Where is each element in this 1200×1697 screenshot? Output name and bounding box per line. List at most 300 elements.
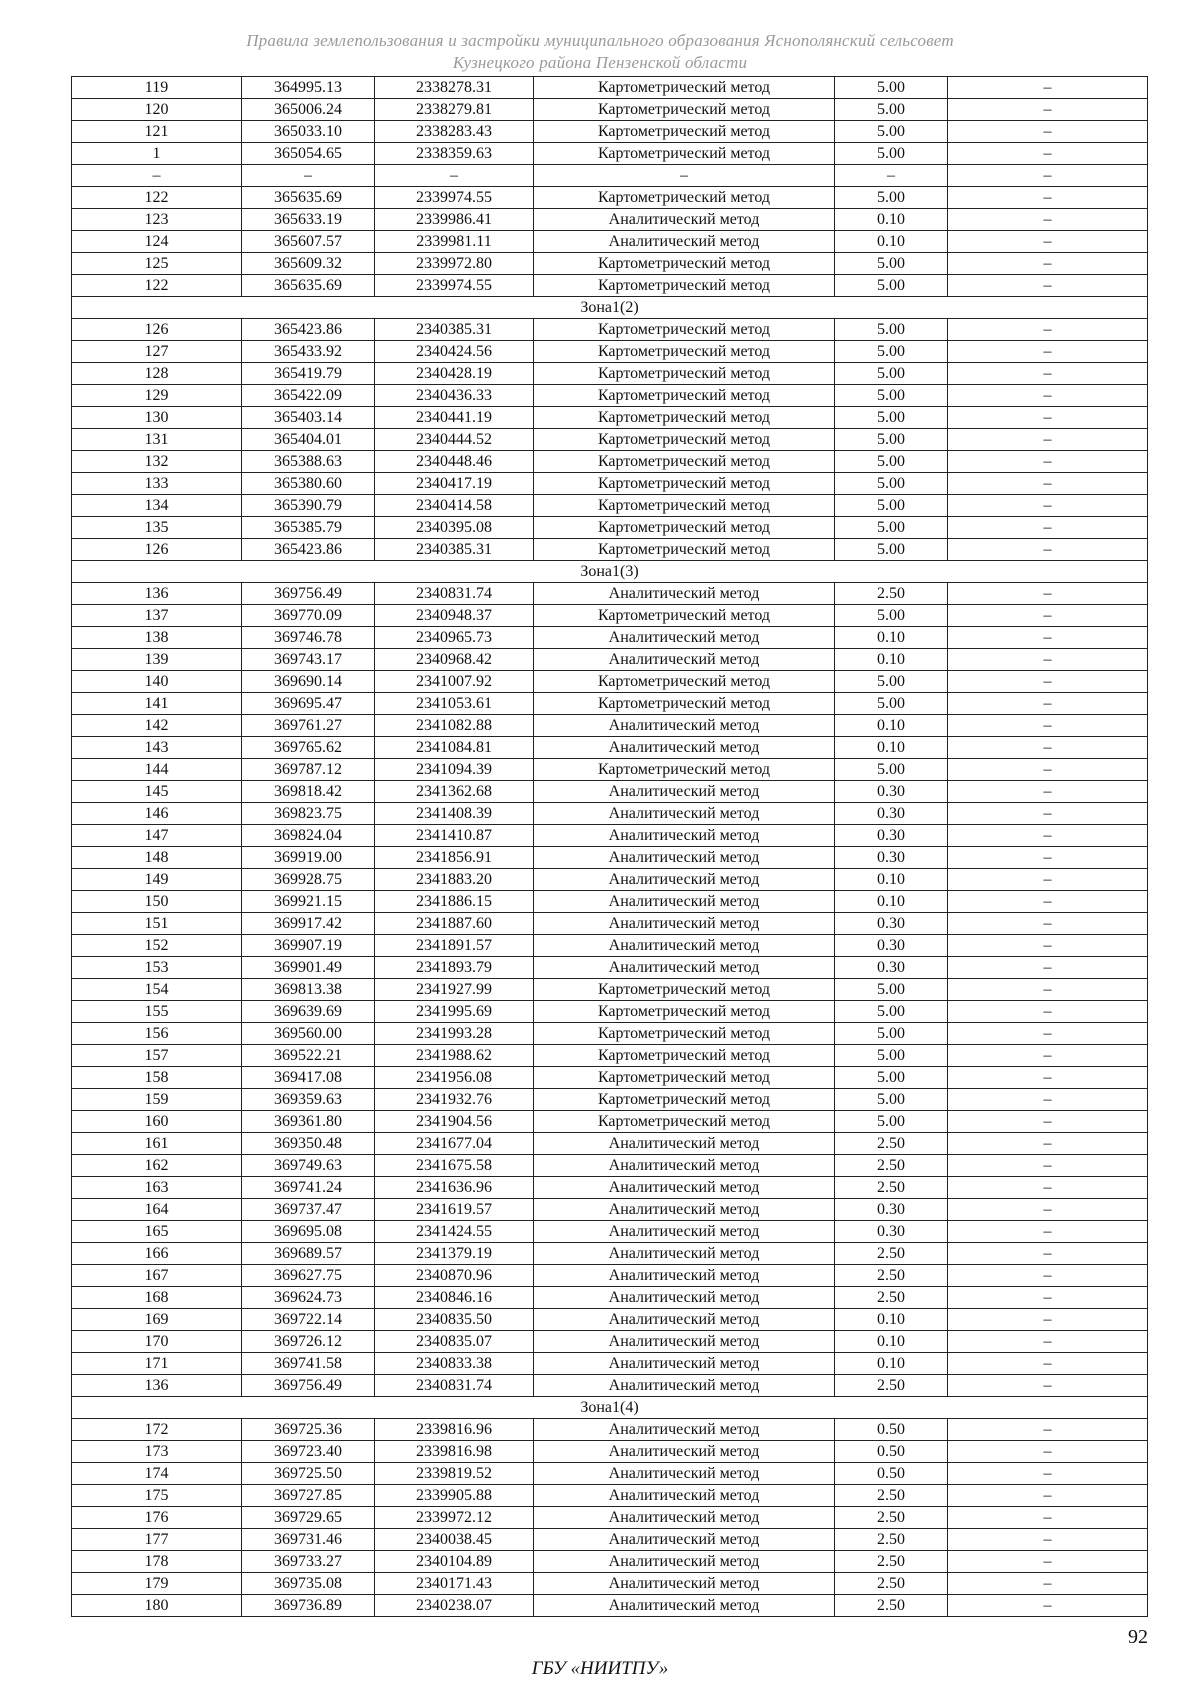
y-coordinate-cell: 2341424.55 [375, 1221, 534, 1243]
note-cell: – [948, 1485, 1148, 1507]
method-cell: Аналитический метод [534, 1507, 835, 1529]
method-cell: Картометрический метод [534, 319, 835, 341]
y-coordinate-cell: 2341883.20 [375, 869, 534, 891]
accuracy-cell: 2.50 [835, 1529, 948, 1551]
accuracy-cell: 0.30 [835, 935, 948, 957]
point-number-cell: 138 [72, 627, 242, 649]
point-number-cell: 155 [72, 1001, 242, 1023]
method-cell: Аналитический метод [534, 1133, 835, 1155]
accuracy-cell: 0.10 [835, 1309, 948, 1331]
y-coordinate-cell: 2340965.73 [375, 627, 534, 649]
y-coordinate-cell: 2341904.56 [375, 1111, 534, 1133]
method-cell: Аналитический метод [534, 1529, 835, 1551]
point-number-cell: 158 [72, 1067, 242, 1089]
y-coordinate-cell: 2340831.74 [375, 1375, 534, 1397]
y-coordinate-cell: 2341082.88 [375, 715, 534, 737]
x-coordinate-cell: 369731.46 [242, 1529, 375, 1551]
point-number-cell: 130 [72, 407, 242, 429]
point-number-cell: 156 [72, 1023, 242, 1045]
table-row [72, 1155, 1148, 1177]
page-header [120, 30, 1080, 74]
table-row [72, 605, 1148, 627]
accuracy-cell: 2.50 [835, 1177, 948, 1199]
table-row [72, 407, 1148, 429]
method-cell: Картометрический метод [534, 275, 835, 297]
method-cell: Аналитический метод [534, 649, 835, 671]
method-cell: Картометрический метод [534, 1111, 835, 1133]
point-number-cell: 175 [72, 1485, 242, 1507]
point-number-cell: 136 [72, 1375, 242, 1397]
y-coordinate-cell: 2341993.28 [375, 1023, 534, 1045]
x-coordinate-cell: 369761.27 [242, 715, 375, 737]
table-row [72, 1331, 1148, 1353]
accuracy-cell: 5.00 [835, 143, 948, 165]
header-line-2: Кузнецкого района Пензенской области [452, 53, 748, 72]
method-cell: Картометрический метод [534, 693, 835, 715]
point-number-cell: – [72, 165, 242, 187]
note-cell: – [948, 451, 1148, 473]
point-number-cell: 150 [72, 891, 242, 913]
method-cell: Аналитический метод [534, 825, 835, 847]
accuracy-cell: 2.50 [835, 583, 948, 605]
y-coordinate-cell: 2340436.33 [375, 385, 534, 407]
method-cell: Аналитический метод [534, 583, 835, 605]
y-coordinate-cell: 2341362.68 [375, 781, 534, 803]
x-coordinate-cell: 369690.14 [242, 671, 375, 693]
zone-header-row [72, 1397, 1148, 1419]
table-row [72, 781, 1148, 803]
method-cell: Картометрический метод [534, 671, 835, 693]
method-cell: Аналитический метод [534, 913, 835, 935]
y-coordinate-cell: 2339816.96 [375, 1419, 534, 1441]
note-cell: – [948, 407, 1148, 429]
note-cell: – [948, 1221, 1148, 1243]
table-row [72, 1133, 1148, 1155]
y-coordinate-cell: 2339981.11 [375, 231, 534, 253]
accuracy-cell: 0.30 [835, 825, 948, 847]
accuracy-cell: 0.10 [835, 231, 948, 253]
table-row [72, 341, 1148, 363]
note-cell: – [948, 473, 1148, 495]
table-row [72, 99, 1148, 121]
y-coordinate-cell: 2340428.19 [375, 363, 534, 385]
note-cell: – [948, 77, 1148, 99]
method-cell: Картометрический метод [534, 407, 835, 429]
accuracy-cell: 5.00 [835, 1067, 948, 1089]
note-cell: – [948, 253, 1148, 275]
table-row [72, 1375, 1148, 1397]
y-coordinate-cell: 2340441.19 [375, 407, 534, 429]
method-cell: Аналитический метод [534, 715, 835, 737]
accuracy-cell: 5.00 [835, 1111, 948, 1133]
x-coordinate-cell: 369695.47 [242, 693, 375, 715]
note-cell: – [948, 693, 1148, 715]
note-cell: – [948, 495, 1148, 517]
table-row [72, 1001, 1148, 1023]
x-coordinate-cell: 365607.57 [242, 231, 375, 253]
point-number-cell: 128 [72, 363, 242, 385]
x-coordinate-cell: 369695.08 [242, 1221, 375, 1243]
x-coordinate-cell: 369749.63 [242, 1155, 375, 1177]
header-line-1: Правила землепользования и застройки муниципального образования Яснополянский сельсовет [246, 31, 954, 50]
x-coordinate-cell: 369639.69 [242, 1001, 375, 1023]
accuracy-cell: 5.00 [835, 341, 948, 363]
note-cell: – [948, 737, 1148, 759]
y-coordinate-cell: 2341956.08 [375, 1067, 534, 1089]
table-row [72, 671, 1148, 693]
note-cell: – [948, 1463, 1148, 1485]
x-coordinate-cell: 369722.14 [242, 1309, 375, 1331]
method-cell: Аналитический метод [534, 1573, 835, 1595]
note-cell: – [948, 385, 1148, 407]
method-cell: Аналитический метод [534, 1177, 835, 1199]
x-coordinate-cell: 369729.65 [242, 1507, 375, 1529]
note-cell: – [948, 1353, 1148, 1375]
x-coordinate-cell: 365033.10 [242, 121, 375, 143]
accuracy-cell: 0.30 [835, 781, 948, 803]
accuracy-cell: 5.00 [835, 319, 948, 341]
x-coordinate-cell: 365609.32 [242, 253, 375, 275]
table-row [72, 1045, 1148, 1067]
method-cell: Картометрический метод [534, 1001, 835, 1023]
point-number-cell: 131 [72, 429, 242, 451]
point-number-cell: 141 [72, 693, 242, 715]
table-row [72, 627, 1148, 649]
y-coordinate-cell: 2341891.57 [375, 935, 534, 957]
point-number-cell: 124 [72, 231, 242, 253]
table-row [72, 935, 1148, 957]
note-cell: – [948, 913, 1148, 935]
point-number-cell: 134 [72, 495, 242, 517]
point-number-cell: 169 [72, 1309, 242, 1331]
table-row [72, 253, 1148, 275]
table-row [72, 165, 1148, 187]
table-row [72, 1507, 1148, 1529]
point-number-cell: 159 [72, 1089, 242, 1111]
note-cell: – [948, 1441, 1148, 1463]
point-number-cell: 163 [72, 1177, 242, 1199]
y-coordinate-cell: 2341410.87 [375, 825, 534, 847]
x-coordinate-cell: 365422.09 [242, 385, 375, 407]
x-coordinate-cell: 369919.00 [242, 847, 375, 869]
note-cell: – [948, 1595, 1148, 1617]
accuracy-cell: 0.50 [835, 1419, 948, 1441]
x-coordinate-cell: 369741.24 [242, 1177, 375, 1199]
table-row [72, 693, 1148, 715]
x-coordinate-cell: 369741.58 [242, 1353, 375, 1375]
method-cell: Аналитический метод [534, 1155, 835, 1177]
point-number-cell: 144 [72, 759, 242, 781]
accuracy-cell: 5.00 [835, 1089, 948, 1111]
point-number-cell: 121 [72, 121, 242, 143]
note-cell: – [948, 671, 1148, 693]
note-cell: – [948, 825, 1148, 847]
method-cell: Картометрический метод [534, 759, 835, 781]
point-number-cell: 137 [72, 605, 242, 627]
x-coordinate-cell: 365423.86 [242, 539, 375, 561]
y-coordinate-cell: 2339974.55 [375, 187, 534, 209]
table-row [72, 1177, 1148, 1199]
x-coordinate-cell: 369737.47 [242, 1199, 375, 1221]
note-cell: – [948, 1309, 1148, 1331]
x-coordinate-cell: 365635.69 [242, 187, 375, 209]
method-cell: Картометрический метод [534, 1089, 835, 1111]
accuracy-cell: 2.50 [835, 1573, 948, 1595]
y-coordinate-cell: 2339972.80 [375, 253, 534, 275]
note-cell: – [948, 1067, 1148, 1089]
note-cell: – [948, 957, 1148, 979]
accuracy-cell: 0.30 [835, 1199, 948, 1221]
note-cell: – [948, 275, 1148, 297]
x-coordinate-cell: 369627.75 [242, 1265, 375, 1287]
point-number-cell: 140 [72, 671, 242, 693]
y-coordinate-cell: 2340385.31 [375, 319, 534, 341]
x-coordinate-cell: 369736.89 [242, 1595, 375, 1617]
method-cell: Аналитический метод [534, 847, 835, 869]
x-coordinate-cell: 369359.63 [242, 1089, 375, 1111]
method-cell: Картометрический метод [534, 1023, 835, 1045]
accuracy-cell: 0.10 [835, 627, 948, 649]
table-row [72, 451, 1148, 473]
point-number-cell: 173 [72, 1441, 242, 1463]
point-number-cell: 166 [72, 1243, 242, 1265]
method-cell: Картометрический метод [534, 341, 835, 363]
table-row [72, 1353, 1148, 1375]
note-cell: – [948, 143, 1148, 165]
y-coordinate-cell: 2339816.98 [375, 1441, 534, 1463]
accuracy-cell: 5.00 [835, 759, 948, 781]
note-cell: – [948, 891, 1148, 913]
table-row [72, 429, 1148, 451]
table-row [72, 77, 1148, 99]
method-cell: Аналитический метод [534, 737, 835, 759]
x-coordinate-cell: 369770.09 [242, 605, 375, 627]
note-cell: – [948, 1155, 1148, 1177]
y-coordinate-cell: 2340385.31 [375, 539, 534, 561]
table-row [72, 803, 1148, 825]
note-cell: – [948, 1045, 1148, 1067]
accuracy-cell: 2.50 [835, 1265, 948, 1287]
x-coordinate-cell: 369765.62 [242, 737, 375, 759]
y-coordinate-cell: 2341007.92 [375, 671, 534, 693]
point-number-cell: 147 [72, 825, 242, 847]
point-number-cell: 132 [72, 451, 242, 473]
table-row [72, 319, 1148, 341]
x-coordinate-cell: 369725.36 [242, 1419, 375, 1441]
zone-label: Зона1(4) [72, 1397, 1148, 1419]
accuracy-cell: 5.00 [835, 99, 948, 121]
table-row [72, 1419, 1148, 1441]
y-coordinate-cell: 2339986.41 [375, 209, 534, 231]
table-row [72, 363, 1148, 385]
table-row [72, 209, 1148, 231]
x-coordinate-cell: 365388.63 [242, 451, 375, 473]
accuracy-cell: 5.00 [835, 407, 948, 429]
method-cell: Аналитический метод [534, 1441, 835, 1463]
zone-header-row [72, 297, 1148, 319]
y-coordinate-cell: – [375, 165, 534, 187]
point-number-cell: 119 [72, 77, 242, 99]
y-coordinate-cell: 2340444.52 [375, 429, 534, 451]
coordinates-table-body [72, 77, 1148, 1617]
method-cell: Картометрический метод [534, 385, 835, 407]
accuracy-cell: 2.50 [835, 1243, 948, 1265]
method-cell: Картометрический метод [534, 539, 835, 561]
note-cell: – [948, 627, 1148, 649]
table-row [72, 891, 1148, 913]
point-number-cell: 122 [72, 187, 242, 209]
accuracy-cell: 0.10 [835, 1353, 948, 1375]
method-cell: Картометрический метод [534, 253, 835, 275]
table-row [72, 1243, 1148, 1265]
footer-organization: ГБУ «НИИТПУ» [531, 1658, 669, 1679]
method-cell: Картометрический метод [534, 121, 835, 143]
note-cell: – [948, 165, 1148, 187]
note-cell: – [948, 429, 1148, 451]
note-cell: – [948, 1177, 1148, 1199]
table-row [72, 979, 1148, 1001]
accuracy-cell: 0.50 [835, 1441, 948, 1463]
x-coordinate-cell: 369361.80 [242, 1111, 375, 1133]
accuracy-cell: 2.50 [835, 1155, 948, 1177]
table-row [72, 1111, 1148, 1133]
table-row [72, 957, 1148, 979]
point-number-cell: 135 [72, 517, 242, 539]
note-cell: – [948, 1375, 1148, 1397]
method-cell: Картометрический метод [534, 1045, 835, 1067]
method-cell: Картометрический метод [534, 451, 835, 473]
method-cell: Аналитический метод [534, 891, 835, 913]
method-cell: Аналитический метод [534, 781, 835, 803]
note-cell: – [948, 1529, 1148, 1551]
y-coordinate-cell: 2341887.60 [375, 913, 534, 935]
accuracy-cell: 5.00 [835, 671, 948, 693]
method-cell: Аналитический метод [534, 1463, 835, 1485]
y-coordinate-cell: 2341053.61 [375, 693, 534, 715]
x-coordinate-cell: 365006.24 [242, 99, 375, 121]
x-coordinate-cell: 369746.78 [242, 627, 375, 649]
accuracy-cell: 0.10 [835, 649, 948, 671]
point-number-cell: 133 [72, 473, 242, 495]
x-coordinate-cell: 365380.60 [242, 473, 375, 495]
x-coordinate-cell: 369417.08 [242, 1067, 375, 1089]
y-coordinate-cell: 2341927.99 [375, 979, 534, 1001]
table-row [72, 715, 1148, 737]
accuracy-cell: 0.30 [835, 957, 948, 979]
accuracy-cell: 0.50 [835, 1463, 948, 1485]
y-coordinate-cell: 2340870.96 [375, 1265, 534, 1287]
table-row [72, 1573, 1148, 1595]
method-cell: Аналитический метод [534, 1287, 835, 1309]
y-coordinate-cell: 2338359.63 [375, 143, 534, 165]
point-number-cell: 172 [72, 1419, 242, 1441]
x-coordinate-cell: – [242, 165, 375, 187]
y-coordinate-cell: 2341856.91 [375, 847, 534, 869]
method-cell: Аналитический метод [534, 1485, 835, 1507]
note-cell: – [948, 649, 1148, 671]
method-cell: Картометрический метод [534, 187, 835, 209]
note-cell: – [948, 1551, 1148, 1573]
x-coordinate-cell: 369818.42 [242, 781, 375, 803]
method-cell: Аналитический метод [534, 1221, 835, 1243]
table-row [72, 869, 1148, 891]
point-number-cell: 126 [72, 319, 242, 341]
zone-label: Зона1(3) [72, 561, 1148, 583]
x-coordinate-cell: 369560.00 [242, 1023, 375, 1045]
method-cell: Картометрический метод [534, 979, 835, 1001]
note-cell: – [948, 1419, 1148, 1441]
point-number-cell: 180 [72, 1595, 242, 1617]
accuracy-cell: 5.00 [835, 451, 948, 473]
accuracy-cell: 5.00 [835, 693, 948, 715]
x-coordinate-cell: 369723.40 [242, 1441, 375, 1463]
table-row [72, 583, 1148, 605]
note-cell: – [948, 319, 1148, 341]
table-row [72, 1265, 1148, 1287]
y-coordinate-cell: 2340395.08 [375, 517, 534, 539]
point-number-cell: 152 [72, 935, 242, 957]
point-number-cell: 149 [72, 869, 242, 891]
y-coordinate-cell: 2340833.38 [375, 1353, 534, 1375]
y-coordinate-cell: 2341995.69 [375, 1001, 534, 1023]
accuracy-cell: 0.30 [835, 913, 948, 935]
point-number-cell: 165 [72, 1221, 242, 1243]
point-number-cell: 168 [72, 1287, 242, 1309]
y-coordinate-cell: 2341677.04 [375, 1133, 534, 1155]
note-cell: – [948, 935, 1148, 957]
point-number-cell: 122 [72, 275, 242, 297]
note-cell: – [948, 187, 1148, 209]
accuracy-cell: 5.00 [835, 495, 948, 517]
y-coordinate-cell: 2340948.37 [375, 605, 534, 627]
x-coordinate-cell: 369824.04 [242, 825, 375, 847]
point-number-cell: 154 [72, 979, 242, 1001]
accuracy-cell: 0.10 [835, 869, 948, 891]
zone-header-row [72, 561, 1148, 583]
note-cell: – [948, 1287, 1148, 1309]
y-coordinate-cell: 2339905.88 [375, 1485, 534, 1507]
x-coordinate-cell: 365635.69 [242, 275, 375, 297]
method-cell: Аналитический метод [534, 1243, 835, 1265]
x-coordinate-cell: 365385.79 [242, 517, 375, 539]
note-cell: – [948, 803, 1148, 825]
point-number-cell: 142 [72, 715, 242, 737]
accuracy-cell: 0.10 [835, 891, 948, 913]
x-coordinate-cell: 365403.14 [242, 407, 375, 429]
table-row [72, 517, 1148, 539]
note-cell: – [948, 1111, 1148, 1133]
accuracy-cell: 0.30 [835, 1221, 948, 1243]
y-coordinate-cell: 2340835.07 [375, 1331, 534, 1353]
accuracy-cell: 2.50 [835, 1507, 948, 1529]
table-row [72, 121, 1148, 143]
y-coordinate-cell: 2341619.57 [375, 1199, 534, 1221]
note-cell: – [948, 121, 1148, 143]
note-cell: – [948, 1023, 1148, 1045]
x-coordinate-cell: 369522.21 [242, 1045, 375, 1067]
table-row [72, 1023, 1148, 1045]
point-number-cell: 171 [72, 1353, 242, 1375]
accuracy-cell: 2.50 [835, 1551, 948, 1573]
accuracy-cell: 5.00 [835, 1023, 948, 1045]
y-coordinate-cell: 2341988.62 [375, 1045, 534, 1067]
point-number-cell: 160 [72, 1111, 242, 1133]
x-coordinate-cell: 369725.50 [242, 1463, 375, 1485]
point-number-cell: 146 [72, 803, 242, 825]
note-cell: – [948, 231, 1148, 253]
method-cell: Картометрический метод [534, 495, 835, 517]
x-coordinate-cell: 365054.65 [242, 143, 375, 165]
